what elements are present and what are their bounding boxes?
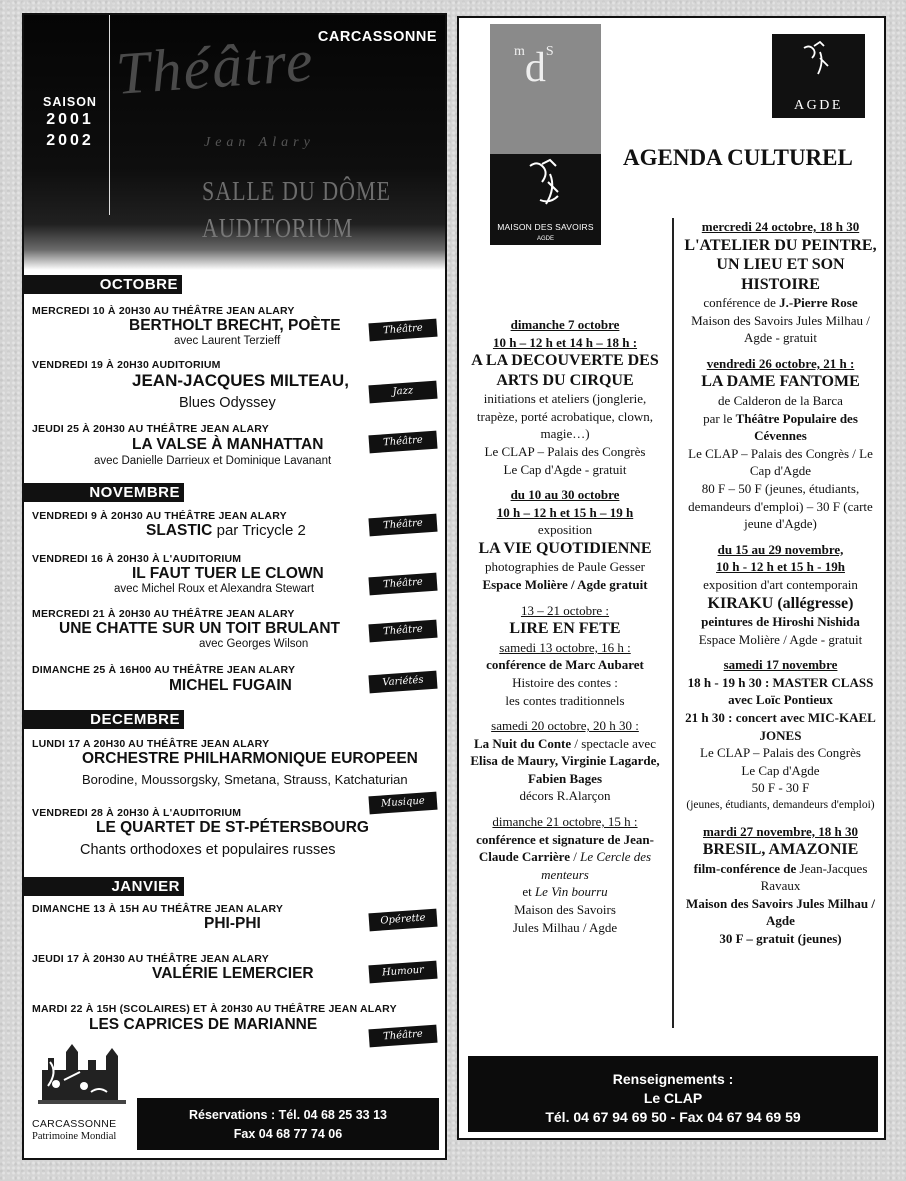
entry-description: peintures de Hiroshi Nishida: [701, 614, 860, 629]
agenda-entry: [679, 656, 882, 814]
entry-venue: Maison des Savoirs Jules Milhau / Agde - gratuit: [691, 312, 870, 346]
category-tag-humour: Humour: [368, 961, 437, 984]
category-tag-operette: Opérette: [368, 909, 437, 932]
category-tag-theatre: Théâtre: [368, 620, 437, 643]
information-organisation: Le CLAP: [643, 1090, 703, 1106]
agde-logo: [772, 34, 865, 118]
carcassonne-patrimoine-logo: [30, 1030, 134, 1158]
reservations-phone: Réservations : Tél. 04 68 25 33 13: [188, 1108, 388, 1122]
entry-description: de Calderon de la Barca: [718, 392, 843, 408]
entry-title: A LA DECOUVERTE DES ARTS DU CIRQUE: [471, 352, 659, 389]
agenda-entry: [679, 355, 882, 533]
event-title: LE QUARTET DE ST-PÉTERSBOURG: [96, 819, 369, 836]
entry-type: exposition d'art contemporain: [703, 576, 858, 592]
event-subtitle: avec Georges Wilson: [199, 638, 309, 650]
entry-description: La Nuit du Conte / spectacle avec Elisa de Maury, Virginie Lagarde, Fabien Bages: [470, 735, 660, 786]
entry-venue: Le CLAP – Palais des Congrès / Le Cap d'Agde: [688, 445, 873, 479]
entry-date: samedi 17 novembre: [723, 657, 838, 673]
event-title: SLASTIC par Tricycle 2: [146, 522, 306, 539]
venue-auditorium: AUDITORIUM: [202, 212, 354, 244]
entry-title: L'ATELIER DU PEINTRE, UN LIEU ET SON HISTOIRE: [684, 236, 877, 293]
entry-price: 30 F – gratuit (jeunes): [719, 931, 842, 946]
event-subtitle: avec Michel Roux et Alexandra Stewart: [114, 583, 315, 595]
agenda-column-left: [463, 316, 667, 944]
entry-title: 21 h 30 : concert avec MIC-KAEL JONES: [685, 709, 876, 743]
theatre-header-banner: [24, 15, 445, 270]
entry-description: les contes traditionnels: [505, 692, 625, 708]
event-date: DIMANCHE 13 À 15H AU THÉÂTRE JEAN ALARY: [32, 903, 284, 915]
event-subtitle: Chants orthodoxes et populaires russes: [80, 842, 336, 858]
event-title: JEAN-JACQUES MILTEAU,: [132, 371, 349, 390]
entry-venue: Espace Molière / Agde gratuit: [482, 577, 648, 593]
category-tag-theatre: Théâtre: [368, 319, 437, 342]
entry-time: 10 h – 12 h et 15 h – 19 h: [496, 504, 634, 520]
season-year-end: 2002: [46, 132, 94, 149]
category-tag-varietes: Variétés: [368, 671, 437, 694]
reservations-fax: Fax 04 68 77 74 06: [233, 1127, 343, 1141]
entry-date: du 10 au 30 octobre: [510, 487, 620, 503]
event-title: PHI-PHI: [204, 915, 261, 932]
entry-venue: Maison des Savoirs: [514, 902, 616, 918]
event-title: IL FAUT TUER LE CLOWN: [132, 565, 324, 582]
entry-description: initiations et ateliers (jonglerie, trapèze, porté acrobatique, clown, magie…): [476, 391, 654, 442]
venue-salle-du-dome: SALLE DU DÔME: [202, 175, 391, 207]
entry-title: LIRE EN FETE: [509, 620, 621, 638]
entry-description: conférence de J.-Pierre Rose: [703, 295, 858, 311]
category-tag-theatre: Théâtre: [368, 1025, 437, 1048]
event-date: MERCREDI 10 À 20H30 AU THÉÂTRE JEAN ALARY: [32, 305, 295, 317]
information-phone-fax: Tél. 04 67 94 69 50 - Fax 04 67 94 69 59: [545, 1109, 801, 1125]
agenda-entry: [679, 823, 882, 948]
column-divider: [672, 218, 674, 1028]
castle-icon: [36, 1030, 128, 1106]
entry-venue: Le Cap d'Agde: [741, 762, 820, 778]
event-title: BERTHOLT BRECHT, POÈTE: [129, 317, 341, 334]
entry-description: Histoire des contes :: [512, 674, 618, 690]
entry-title: LA DAME FANTOME: [701, 373, 860, 391]
event-subtitle: avec Danielle Darrieux et Dominique Lavanant: [94, 455, 332, 467]
entry-type: exposition: [537, 522, 593, 538]
entry-description: décors R.Alarçon: [519, 788, 611, 804]
information-title: Renseignements :: [612, 1071, 734, 1087]
entry-venue: Le CLAP – Palais des Congrès: [700, 745, 861, 761]
agenda-title: AGENDA CULTUREL: [623, 145, 853, 170]
theatre-logo-text: Théâtre: [113, 27, 317, 107]
entry-date: dimanche 21 octobre, 15 h :: [492, 814, 638, 830]
event-title: VALÉRIE LEMERCIER: [152, 965, 314, 982]
entry-venue: Jules Milhau / Agde: [512, 919, 618, 935]
entry-date: du 15 au 29 novembre,: [717, 541, 844, 557]
agenda-entry: [463, 813, 667, 936]
month-header-decembre: DECEMBRE: [24, 710, 184, 729]
entry-date: dimanche 7 octobre: [510, 317, 620, 332]
category-tag-theatre: Théâtre: [368, 514, 437, 537]
month-header-janvier: JANVIER: [24, 877, 184, 896]
entry-venue: Espace Molière / Agde - gratuit: [698, 631, 863, 647]
entry-description: conférence de Marc Aubaret: [486, 657, 644, 673]
category-tag-musique: Musique: [368, 792, 437, 815]
reservations-box: [137, 1098, 439, 1150]
entry-description: et Le Vin bourru: [522, 884, 608, 900]
agenda-entry: [679, 218, 882, 347]
event-date: VENDREDI 9 À 20H30 AU THÉÂTRE JEAN ALARY: [32, 510, 287, 522]
event-title: UNE CHATTE SUR UN TOIT BRULANT: [59, 620, 340, 637]
agenda-entry: [463, 717, 667, 805]
event-date: MARDI 22 À 15H (SCOLAIRES) ET À 20H30 AU THÉÂTRE JEAN ALARY: [32, 1003, 397, 1015]
maison-name: MAISON DES SAVOIRS: [497, 222, 594, 232]
event-subtitle: Blues Odyssey: [179, 395, 276, 411]
entry-title: 18 h - 19 h 30 : MASTER CLASS avec Loïc Pontieux: [687, 674, 874, 708]
agenda-entry: [463, 316, 667, 478]
entry-title: LA VIE QUOTIDIENNE: [478, 539, 652, 557]
event-date: VENDREDI 16 À 20H30 À L'AUDITORIUM: [32, 553, 242, 565]
event-date: LUNDI 17 A 20H30 AU THÉÂTRE JEAN ALARY: [32, 738, 270, 750]
entry-price-note: (jeunes, étudiants, demandeurs d'emploi): [686, 798, 875, 811]
entry-description: photographies de Paule Gesser: [485, 559, 645, 575]
entry-date: samedi 20 octobre, 20 h 30 :: [491, 718, 639, 734]
agde-agenda-panel: [457, 16, 886, 1140]
mds-logo: [490, 24, 601, 154]
information-box: [468, 1056, 878, 1132]
month-header-octobre: OCTOBRE: [24, 275, 182, 294]
entry-venue: Le Cap d'Agde - gratuit: [503, 461, 627, 477]
entry-date: mercredi 24 octobre, 18 h 30: [701, 219, 860, 234]
city-title: CARCASSONNE: [317, 29, 437, 45]
logo-patrimoine: Patrimoine Mondial: [32, 1131, 117, 1142]
event-title: ORCHESTRE PHILHARMONIQUE EUROPEEN: [82, 750, 418, 767]
event-date: JEUDI 17 À 20H30 AU THÉÂTRE JEAN ALARY: [32, 953, 269, 965]
month-header-novembre: NOVEMBRE: [24, 483, 184, 502]
event-date: VENDREDI 19 À 20H30 AUDITORIUM: [32, 359, 221, 371]
event-title: LES CAPRICES DE MARIANNE: [89, 1016, 318, 1033]
event-title: LA VALSE À MANHATTAN: [132, 436, 324, 453]
agenda-column-right: [679, 218, 882, 956]
entry-price: 80 F – 50 F (jeunes, étudiants, demandeurs d'emploi) – 30 F (carte jeune d'Agde): [688, 480, 873, 532]
event-date: VENDREDI 28 À 20H30 À L'AUDITORIUM: [32, 807, 242, 819]
carcassonne-program-panel: [22, 13, 447, 1160]
event-subtitle: Borodine, Moussorgsky, Smetana, Strauss, Katchaturian: [82, 772, 408, 787]
entry-description: par le Théâtre Populaire des Cévennes: [703, 410, 858, 444]
season-year-start: 2001: [46, 111, 94, 128]
entry-venue: Le CLAP – Palais des Congrès: [484, 443, 646, 459]
category-tag-jazz: Jazz: [368, 381, 437, 404]
season-box: [30, 15, 110, 215]
mds-logo-text: $^md^S$: [514, 44, 554, 91]
entry-venue: Maison des Savoirs Jules Milhau / Agde: [686, 895, 875, 929]
entry-date: vendredi 26 octobre, 21 h :: [706, 355, 855, 371]
entry-description: conférence et signature de Jean-Claude Carrière / Le Cercle des menteurs: [476, 831, 654, 882]
entry-date: 13 – 21 octobre :: [520, 602, 610, 618]
logo-city-name: CARCASSONNE: [32, 1118, 117, 1130]
category-tag-theatre: Théâtre: [368, 431, 437, 454]
event-subtitle: avec Laurent Terzieff: [174, 335, 281, 347]
entry-description: film-conférence de Jean-Jacques Ravaux: [693, 860, 868, 894]
entry-price: 50 F - 30 F: [751, 780, 810, 796]
dancer-figure-icon: [490, 154, 601, 214]
entry-date: samedi 13 octobre, 16 h :: [499, 639, 631, 655]
maison-city: AGDE: [536, 236, 554, 242]
event-date: MERCREDI 21 À 20H30 AU THÉÂTRE JEAN ALARY: [32, 608, 295, 620]
event-date: DIMANCHE 25 À 16H00 AU THÉÂTRE JEAN ALARY: [32, 664, 296, 676]
event-date: JEUDI 25 À 20H30 AU THÉÂTRE JEAN ALARY: [32, 423, 269, 435]
event-title: MICHEL FUGAIN: [169, 677, 292, 694]
agenda-entry: [463, 602, 667, 709]
figure-logo-icon: [772, 34, 865, 94]
entry-title: KIRAKU (allégresse): [707, 594, 854, 612]
entry-time: 10 h - 12 h et 15 h - 19h: [716, 559, 845, 575]
entry-title: BRESIL, AMAZONIE: [702, 841, 859, 859]
theatre-logo-name: Jean Alary: [204, 135, 315, 150]
entry-time: 10 h – 12 h et 14 h – 18 h :: [492, 334, 638, 350]
agenda-entry: [679, 541, 882, 648]
category-tag-theatre: Théâtre: [368, 573, 437, 596]
entry-date: mardi 27 novembre, 18 h 30: [702, 823, 859, 839]
maison-des-savoirs-logo: [490, 154, 601, 245]
agenda-entry: [463, 486, 667, 593]
agde-logo-name: AGDE: [794, 98, 843, 113]
season-label: SAISON: [43, 95, 97, 109]
